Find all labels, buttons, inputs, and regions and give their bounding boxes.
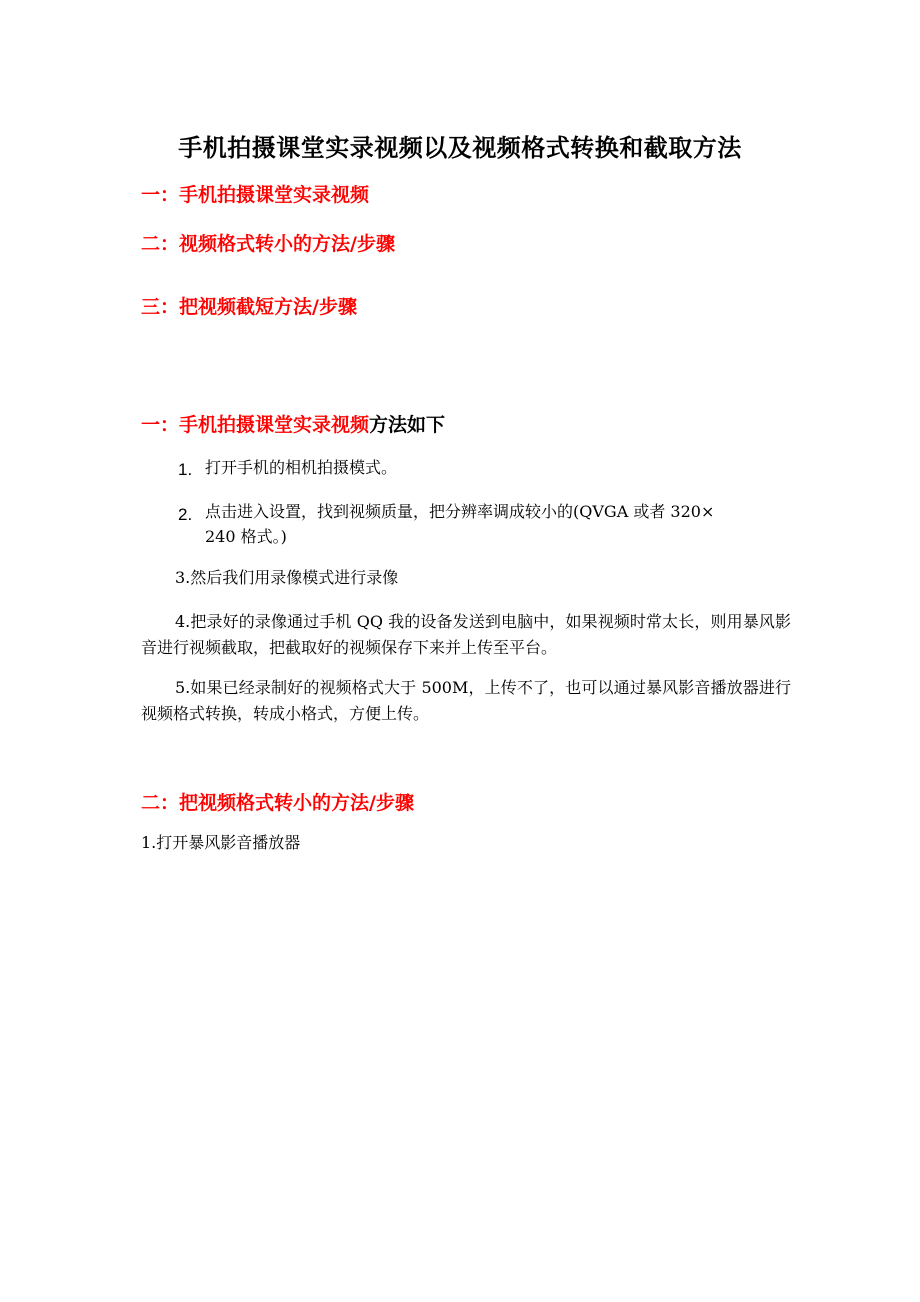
step-2-text-continued: 240 格式。) (205, 527, 287, 546)
section2-step-1: 1.打开暴风影音播放器 (141, 833, 301, 852)
step-3-paragraph: 3.然后我们用录像模式进行录像 (175, 568, 399, 587)
toc-item-3: 三：把视频截短方法/步骤 (141, 296, 357, 318)
section1-heading (141, 410, 445, 437)
step-4-paragraph: 4.把录好的录像通过手机 QQ 我的设备发送到电脑中，如果视频时常太长，则用暴风影音进行视频截取，把截取好的视频保存下来并上传至平台。 (141, 612, 791, 657)
step-2-number: 2. (178, 505, 193, 524)
section1-heading-suffix: 方法如下 (369, 414, 446, 436)
document-title: 手机拍摄课堂实录视频以及视频格式转换和截取方法 (178, 133, 742, 162)
section1-heading-red: 一：手机拍摄课堂实录视频 (141, 414, 370, 436)
toc-item-2: 二：视频格式转小的方法/步骤 (141, 233, 395, 255)
section2-heading: 二：把视频格式转小的方法/步骤 (141, 792, 414, 814)
toc-item-1: 一：手机拍摄课堂实录视频 (141, 184, 370, 206)
step-5-paragraph: 5.如果已经录制好的视频格式大于 500M，上传不了，也可以通过暴风影音播放器进行视频格式转换，转成小格式，方便上传。 (141, 678, 791, 723)
step-1-text: 打开手机的相机拍摄模式。 (205, 458, 398, 477)
step-1-number: 1. (178, 460, 193, 479)
step-2-text: 点击进入设置，找到视频质量，把分辨率调成较小的(QVGA 或者 320× (205, 502, 715, 521)
